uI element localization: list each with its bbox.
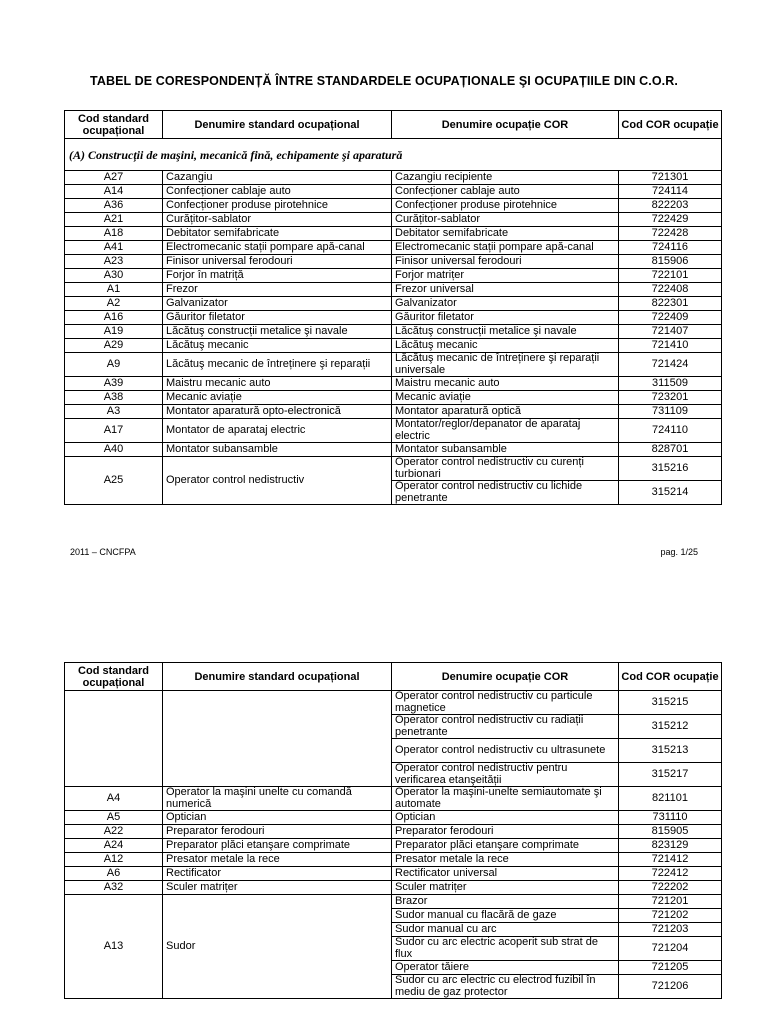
cell-cod-cor: 828701 bbox=[619, 443, 722, 457]
cell-cod-cor: 724116 bbox=[619, 241, 722, 255]
cell-cod-cor: 722409 bbox=[619, 311, 722, 325]
cell-cod-cor: 721202 bbox=[619, 909, 722, 923]
cell-denumire-standard: Găuritor filetator bbox=[163, 311, 392, 325]
cell-cod-cor: 731109 bbox=[619, 405, 722, 419]
cell-cod-standard bbox=[65, 691, 163, 787]
cell-cod-standard: A18 bbox=[65, 227, 163, 241]
cell-denumire-cor: Curățitor-sablator bbox=[392, 213, 619, 227]
cell-cod-standard: A17 bbox=[65, 419, 163, 443]
cell-cod-cor: 315212 bbox=[619, 715, 722, 739]
table-row bbox=[65, 811, 722, 825]
table-row bbox=[65, 171, 722, 185]
cell-denumire-cor: Operator control nedistructiv pentru verificarea etanşeității bbox=[392, 763, 619, 787]
cell-cod-cor: 721412 bbox=[619, 853, 722, 867]
table-row bbox=[65, 895, 722, 909]
cell-cod-cor: 721205 bbox=[619, 961, 722, 975]
cell-cod-cor: 315217 bbox=[619, 763, 722, 787]
footer-page-number: pag. 1/25 bbox=[660, 547, 698, 557]
cell-denumire-standard: Curățitor-sablator bbox=[163, 213, 392, 227]
cell-cod-standard: A23 bbox=[65, 255, 163, 269]
cell-denumire-standard: Presator metale la rece bbox=[163, 853, 392, 867]
cell-denumire-cor: Frezor universal bbox=[392, 283, 619, 297]
cell-denumire-cor: Rectificator universal bbox=[392, 867, 619, 881]
cell-cod-cor: 822203 bbox=[619, 199, 722, 213]
cell-cod-standard: A5 bbox=[65, 811, 163, 825]
table-row bbox=[65, 691, 722, 715]
table-row bbox=[65, 457, 722, 481]
table-row bbox=[65, 213, 722, 227]
table-row bbox=[65, 353, 722, 377]
cell-cod-cor: 315216 bbox=[619, 457, 722, 481]
cell-denumire-cor: Sudor cu arc electric cu electrod fuzibil în mediu de gaz protector bbox=[392, 975, 619, 999]
cell-cod-cor: 315213 bbox=[619, 739, 722, 763]
cell-cod-standard: A19 bbox=[65, 325, 163, 339]
cell-cod-standard: A4 bbox=[65, 787, 163, 811]
cell-cod-standard: A1 bbox=[65, 283, 163, 297]
table-row bbox=[65, 325, 722, 339]
table-body-page-2 bbox=[65, 691, 722, 999]
cell-cod-standard: A9 bbox=[65, 353, 163, 377]
cell-denumire-cor: Sudor cu arc electric acoperit sub strat de flux bbox=[392, 937, 619, 961]
table-row bbox=[65, 185, 722, 199]
cell-denumire-cor: Electromecanic stații pompare apă-canal bbox=[392, 241, 619, 255]
cell-cod-standard: A22 bbox=[65, 825, 163, 839]
cell-denumire-standard: Lăcătuş mecanic de întreținere şi reparații bbox=[163, 353, 392, 377]
cell-cod-standard: A41 bbox=[65, 241, 163, 255]
cell-denumire-cor: Finisor universal ferodouri bbox=[392, 255, 619, 269]
cell-cod-standard: A24 bbox=[65, 839, 163, 853]
cell-denumire-cor: Operator control nedistructiv cu curenți turbionari bbox=[392, 457, 619, 481]
cell-cod-cor: 721424 bbox=[619, 353, 722, 377]
cell-cod-standard: A25 bbox=[65, 457, 163, 505]
header-denumire-cor: Denumire ocupație COR bbox=[392, 111, 619, 139]
cell-denumire-cor: Cazangiu recipiente bbox=[392, 171, 619, 185]
cell-cod-cor: 721301 bbox=[619, 171, 722, 185]
cell-denumire-standard: Montator aparatură opto-electronică bbox=[163, 405, 392, 419]
cell-denumire-cor: Operator control nedistructiv cu lichide penetrante bbox=[392, 481, 619, 505]
cell-cod-cor: 721206 bbox=[619, 975, 722, 999]
cell-denumire-cor: Optician bbox=[392, 811, 619, 825]
cell-cod-standard: A32 bbox=[65, 881, 163, 895]
header-cod-cor: Cod COR ocupație bbox=[619, 663, 722, 691]
cell-denumire-standard: Preparator ferodouri bbox=[163, 825, 392, 839]
cell-denumire-standard: Frezor bbox=[163, 283, 392, 297]
cell-denumire-cor: Găuritor filetator bbox=[392, 311, 619, 325]
cell-cod-standard: A30 bbox=[65, 269, 163, 283]
cell-cod-cor: 722101 bbox=[619, 269, 722, 283]
table-row bbox=[65, 269, 722, 283]
cell-denumire-cor: Forjor matrițer bbox=[392, 269, 619, 283]
cell-denumire-cor: Lăcătuş mecanic de întreținere şi reparații universale bbox=[392, 353, 619, 377]
cell-denumire-cor: Operator control nedistructiv cu radiații penetrante bbox=[392, 715, 619, 739]
table-row bbox=[65, 199, 722, 213]
cell-cod-cor: 722428 bbox=[619, 227, 722, 241]
header-cod-standard: Cod standard ocupațional bbox=[65, 111, 163, 139]
header-cod-cor: Cod COR ocupație bbox=[619, 111, 722, 139]
cell-cod-standard: A40 bbox=[65, 443, 163, 457]
cell-cod-cor: 815906 bbox=[619, 255, 722, 269]
table-body-page-1 bbox=[65, 139, 722, 505]
cell-denumire-standard: Confecționer produse pirotehnice bbox=[163, 199, 392, 213]
cell-cod-cor: 724110 bbox=[619, 419, 722, 443]
cell-denumire-cor: Operator control nedistructiv cu ultrasunete bbox=[392, 739, 619, 763]
correspondence-table-page-1 bbox=[64, 110, 722, 505]
cell-cod-standard: A16 bbox=[65, 311, 163, 325]
cell-cod-cor: 721204 bbox=[619, 937, 722, 961]
cell-cod-cor: 731110 bbox=[619, 811, 722, 825]
cell-denumire-standard bbox=[163, 691, 392, 787]
cell-denumire-standard: Rectificator bbox=[163, 867, 392, 881]
cell-denumire-cor: Debitator semifabricate bbox=[392, 227, 619, 241]
cell-denumire-cor: Mecanic aviație bbox=[392, 391, 619, 405]
cell-cod-standard: A3 bbox=[65, 405, 163, 419]
table-row bbox=[65, 443, 722, 457]
table-row bbox=[65, 283, 722, 297]
cell-cod-cor: 823129 bbox=[619, 839, 722, 853]
cell-cod-cor: 722412 bbox=[619, 867, 722, 881]
table-row bbox=[65, 825, 722, 839]
cell-denumire-cor: Preparator plăci etanşare comprimate bbox=[392, 839, 619, 853]
cell-denumire-standard: Lăcătuş mecanic bbox=[163, 339, 392, 353]
cell-denumire-standard: Forjor în matriță bbox=[163, 269, 392, 283]
cell-denumire-cor: Operator control nedistructiv cu particule magnetice bbox=[392, 691, 619, 715]
cell-cod-standard: A27 bbox=[65, 171, 163, 185]
table-row bbox=[65, 255, 722, 269]
cell-denumire-cor: Sculer matrițer bbox=[392, 881, 619, 895]
table-row bbox=[65, 339, 722, 353]
section-title: (A) Construcții de maşini, mecanică fină, echipamente şi aparatură bbox=[65, 139, 722, 171]
header-cod-standard: Cod standard ocupațional bbox=[65, 663, 163, 691]
table-row bbox=[65, 839, 722, 853]
cell-denumire-cor: Operator la maşini-unelte semiautomate şi automate bbox=[392, 787, 619, 811]
cell-denumire-cor: Preparator ferodouri bbox=[392, 825, 619, 839]
cell-cod-cor: 311509 bbox=[619, 377, 722, 391]
table-row bbox=[65, 297, 722, 311]
table-row bbox=[65, 787, 722, 811]
table-row bbox=[65, 391, 722, 405]
cell-denumire-standard: Sudor bbox=[163, 895, 392, 999]
cell-denumire-cor: Galvanizator bbox=[392, 297, 619, 311]
header-denumire-standard: Denumire standard ocupațional bbox=[163, 111, 392, 139]
cell-denumire-cor: Montator/reglor/depanator de aparataj electric bbox=[392, 419, 619, 443]
cell-cod-cor: 724114 bbox=[619, 185, 722, 199]
cell-cod-standard: A2 bbox=[65, 297, 163, 311]
table-row bbox=[65, 853, 722, 867]
cell-denumire-cor: Presator metale la rece bbox=[392, 853, 619, 867]
cell-cod-cor: 721203 bbox=[619, 923, 722, 937]
table-row bbox=[65, 419, 722, 443]
cell-denumire-cor: Lăcătuş mecanic bbox=[392, 339, 619, 353]
cell-cod-standard: A12 bbox=[65, 853, 163, 867]
cell-cod-standard: A6 bbox=[65, 867, 163, 881]
cell-cod-cor: 822301 bbox=[619, 297, 722, 311]
cell-denumire-standard: Montator de aparataj electric bbox=[163, 419, 392, 443]
cell-cod-cor: 722429 bbox=[619, 213, 722, 227]
cell-cod-cor: 721201 bbox=[619, 895, 722, 909]
cell-denumire-standard: Mecanic aviație bbox=[163, 391, 392, 405]
cell-cod-cor: 723201 bbox=[619, 391, 722, 405]
cell-cod-standard: A21 bbox=[65, 213, 163, 227]
cell-cod-standard: A39 bbox=[65, 377, 163, 391]
header-denumire-standard: Denumire standard ocupațional bbox=[163, 663, 392, 691]
cell-denumire-standard: Confecționer cablaje auto bbox=[163, 185, 392, 199]
cell-denumire-cor: Lăcătuş construcții metalice şi navale bbox=[392, 325, 619, 339]
cell-denumire-standard: Finisor universal ferodouri bbox=[163, 255, 392, 269]
cell-cod-standard: A13 bbox=[65, 895, 163, 999]
cell-cod-standard: A14 bbox=[65, 185, 163, 199]
cell-denumire-standard: Montator subansamble bbox=[163, 443, 392, 457]
cell-denumire-cor: Brazor bbox=[392, 895, 619, 909]
cell-cod-standard: A29 bbox=[65, 339, 163, 353]
cell-denumire-cor: Montator aparatură optică bbox=[392, 405, 619, 419]
cell-denumire-cor: Sudor manual cu arc bbox=[392, 923, 619, 937]
cell-denumire-cor: Confecționer cablaje auto bbox=[392, 185, 619, 199]
cell-cod-cor: 721407 bbox=[619, 325, 722, 339]
correspondence-table-page-2 bbox=[64, 662, 722, 999]
table-row bbox=[65, 881, 722, 895]
cell-cod-cor: 722202 bbox=[619, 881, 722, 895]
page-title: TABEL DE CORESPONDENȚĂ ÎNTRE STANDARDELE OCUPAȚIONALE ŞI OCUPAȚIILE DIN C.O.R. bbox=[90, 74, 678, 88]
table-row bbox=[65, 227, 722, 241]
cell-denumire-cor: Operator tăiere bbox=[392, 961, 619, 975]
table-row bbox=[65, 377, 722, 391]
cell-denumire-cor: Maistru mecanic auto bbox=[392, 377, 619, 391]
cell-cod-standard: A36 bbox=[65, 199, 163, 213]
cell-denumire-standard: Electromecanic stații pompare apă-canal bbox=[163, 241, 392, 255]
cell-cod-cor: 821101 bbox=[619, 787, 722, 811]
cell-denumire-cor: Sudor manual cu flacără de gaze bbox=[392, 909, 619, 923]
cell-denumire-standard: Operator la maşini unelte cu comandă numerică bbox=[163, 787, 392, 811]
cell-cod-standard: A38 bbox=[65, 391, 163, 405]
cell-denumire-standard: Preparator plăci etanşare comprimate bbox=[163, 839, 392, 853]
cell-denumire-cor: Montator subansamble bbox=[392, 443, 619, 457]
cell-denumire-standard: Debitator semifabricate bbox=[163, 227, 392, 241]
cell-denumire-standard: Galvanizator bbox=[163, 297, 392, 311]
table-row bbox=[65, 311, 722, 325]
footer-publisher: 2011 – CNCFPA bbox=[70, 547, 136, 557]
cell-denumire-cor: Confecționer produse pirotehnice bbox=[392, 199, 619, 213]
cell-denumire-standard: Optician bbox=[163, 811, 392, 825]
section-row bbox=[65, 139, 722, 171]
cell-denumire-standard: Sculer matrițer bbox=[163, 881, 392, 895]
cell-cod-cor: 721410 bbox=[619, 339, 722, 353]
cell-denumire-standard: Lăcătuş construcții metalice şi navale bbox=[163, 325, 392, 339]
table-row bbox=[65, 405, 722, 419]
cell-cod-cor: 315215 bbox=[619, 691, 722, 715]
cell-cod-cor: 315214 bbox=[619, 481, 722, 505]
cell-denumire-standard: Operator control nedistructiv bbox=[163, 457, 392, 505]
cell-denumire-standard: Maistru mecanic auto bbox=[163, 377, 392, 391]
header-denumire-cor: Denumire ocupație COR bbox=[392, 663, 619, 691]
table-row bbox=[65, 867, 722, 881]
table-row bbox=[65, 241, 722, 255]
cell-denumire-standard: Cazangiu bbox=[163, 171, 392, 185]
cell-cod-cor: 815905 bbox=[619, 825, 722, 839]
cell-cod-cor: 722408 bbox=[619, 283, 722, 297]
